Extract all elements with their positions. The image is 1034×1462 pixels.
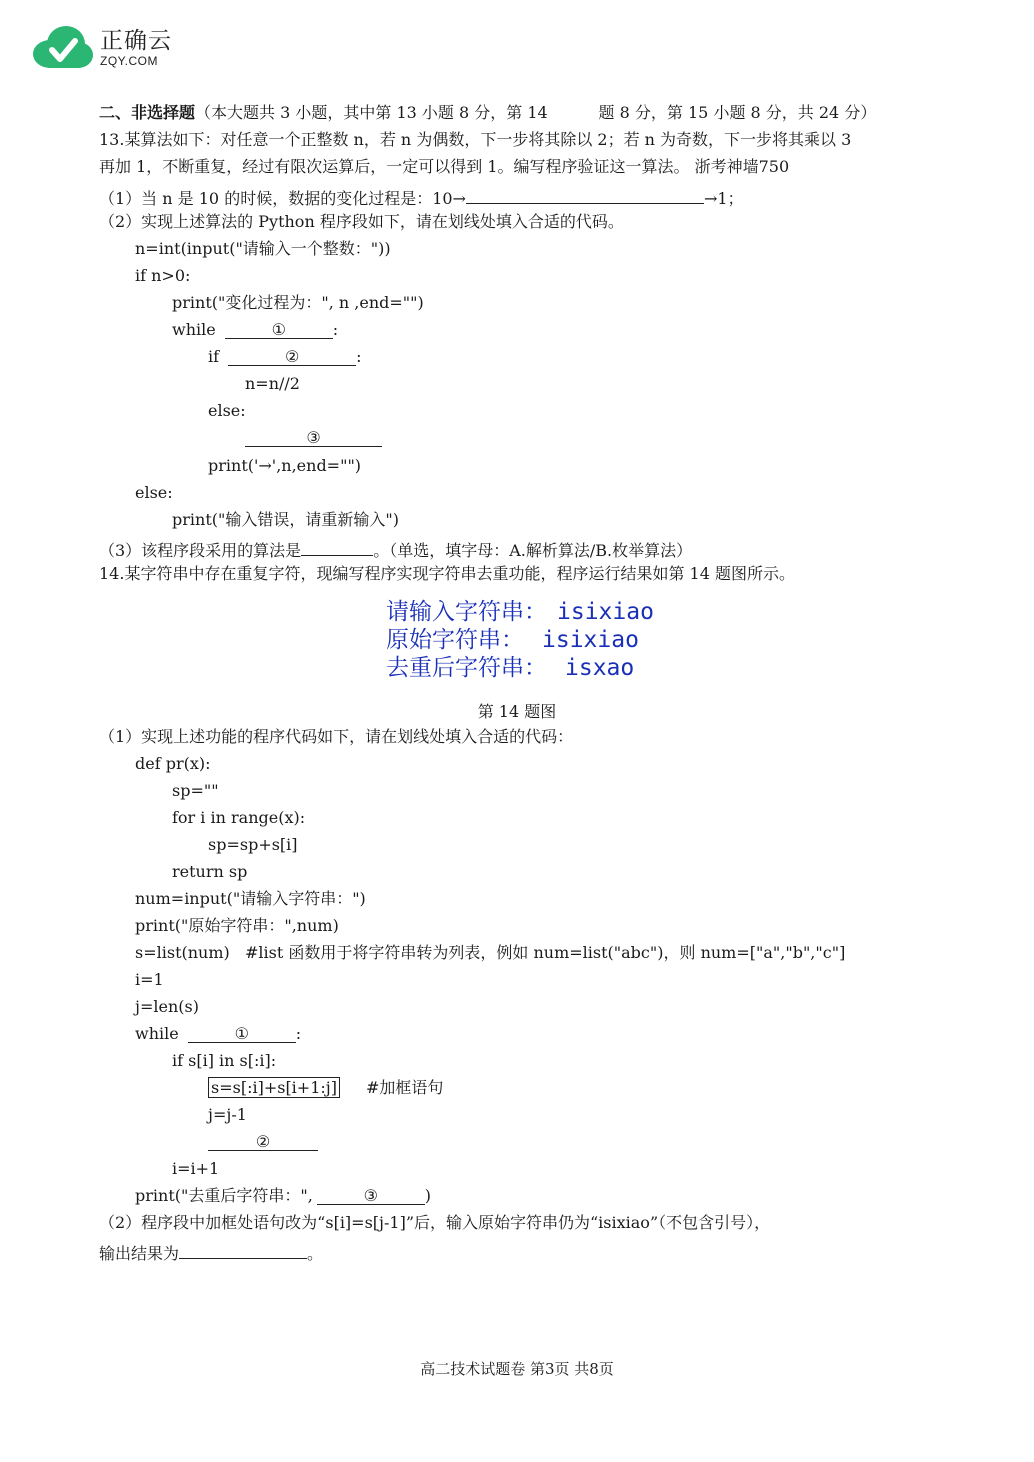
q14-part2-line1: （2）程序段中加框处语句改为“s[i]=s[j-1]”后，输入原始字符串仍为“isixiao”（不包含引号）， — [99, 1213, 771, 1232]
q13-code-line: n=int(input("请输入一个整数：")) — [135, 239, 391, 258]
q13-part2: （2）实现上述算法的 Python 程序段如下，请在划线处填入合适的代码。 — [99, 212, 624, 231]
q14-code-line: num=input("请输入字符串：") — [135, 889, 366, 908]
q14-part2-line2: 输出结果为 。 — [99, 1240, 323, 1264]
q13-answer-blank-1[interactable] — [466, 185, 704, 204]
q14-code-line: i=i+1 — [172, 1159, 220, 1178]
q14-code-line: print("去重后字符串：", ③ ) — [135, 1186, 432, 1205]
q14-code-line: sp="" — [172, 781, 219, 800]
q14-code-blank-1[interactable]: ① — [188, 1024, 296, 1043]
q14-code-line: s=s[:i]+s[i+1:j] #加框语句 — [208, 1078, 443, 1098]
q14-code-line: return sp — [172, 862, 248, 881]
q14-figure-caption: 第 14 题图 — [477, 702, 557, 721]
q14-figure-output-line: 原始字符串： isixiao — [386, 627, 639, 653]
q14-code-line: while ① : — [135, 1024, 302, 1043]
q14-code-blank-3[interactable]: ③ — [317, 1186, 425, 1205]
q14-answer-blank-2[interactable] — [179, 1240, 307, 1259]
q13-code-blank-1[interactable]: ① — [225, 320, 333, 339]
q13-code-line: else: — [208, 401, 246, 420]
q14-code-line: sp=sp+s[i] — [208, 835, 298, 854]
q13-code-blank-2[interactable]: ② — [228, 347, 356, 366]
q13-code-line: while ① : — [172, 320, 339, 339]
q13-answer-blank-3[interactable] — [301, 537, 373, 556]
q13-code-line: print("变化过程为：", n ,end="") — [172, 293, 424, 312]
logo-domain: ZQY.COM — [100, 53, 158, 68]
q13-code-line: if n>0: — [135, 266, 191, 285]
q13-stem-line2: 再加 1，不断重复，经过有限次运算后，一定可以得到 1。编写程序验证这一算法。 浙考神墙750 — [99, 157, 790, 176]
q13-code-blank-3[interactable]: ③ — [245, 428, 382, 447]
q13-part1: （1）当 n 是 10 的时候，数据的变化过程是：10→ →1； — [99, 185, 744, 209]
q14-code-line — [208, 1132, 318, 1152]
q14-code-line: s=list(num) #list 函数用于将字符串转为列表，例如 num=list("abc")，则 num=["a","b","c"] — [135, 943, 846, 962]
boxed-statement: s=s[:i]+s[i+1:j] — [208, 1077, 340, 1098]
q14-code-line: for i in range(x): — [172, 808, 306, 827]
q13-code-line: print("输入错误，请重新输入") — [172, 510, 399, 529]
q14-stem: 14.某字符串中存在重复字符，现编写程序实现字符串去重功能，程序运行结果如第 14 题图所示。 — [99, 564, 795, 583]
q14-code-blank-2[interactable]: ② — [208, 1132, 318, 1151]
q14-code-line: if s[i] in s[:i]: — [172, 1051, 277, 1070]
q14-code-line: j=len(s) — [135, 997, 199, 1016]
q14-code-line: def pr(x): — [135, 754, 211, 773]
q13-code-line: n=n//2 — [245, 374, 300, 393]
q14-figure-output-line: 请输入字符串： isixiao — [386, 599, 654, 625]
q13-code-line: print('→',n,end="") — [208, 456, 362, 475]
q13-stem-line1: 13.某算法如下：对任意一个正整数 n，若 n 为偶数，下一步将其除以 2；若 n 为奇数，下一步将其乘以 3 — [99, 130, 852, 149]
q14-code-line: j=j-1 — [208, 1105, 247, 1124]
q14-code-line: print("原始字符串：",num) — [135, 916, 339, 935]
q13-part3: （3）该程序段采用的算法是 。（单选，填字母：A.解析算法/B.枚举算法） — [99, 537, 692, 561]
logo — [30, 24, 172, 72]
page-footer: 高二技术试题卷 第3页 共8页 — [420, 1360, 614, 1378]
q13-code-line: else: — [135, 483, 173, 502]
q13-code-line: if ② : — [208, 347, 362, 366]
q14-code-line: i=1 — [135, 970, 164, 989]
q14-part1: （1）实现上述功能的程序代码如下，请在划线处填入合适的代码： — [99, 727, 574, 746]
q14-figure-output-line: 去重后字符串： isxao — [386, 655, 635, 681]
section-heading: 二、非选择题（本大题共 3 小题，其中第 13 小题 8 分，第 14 题 8 分，第 15 小题 8 分，共 24 分） — [99, 103, 877, 122]
q13-code-line — [245, 428, 382, 448]
cloud-check-icon — [30, 24, 94, 72]
logo-name: 正确云 — [100, 27, 172, 54]
